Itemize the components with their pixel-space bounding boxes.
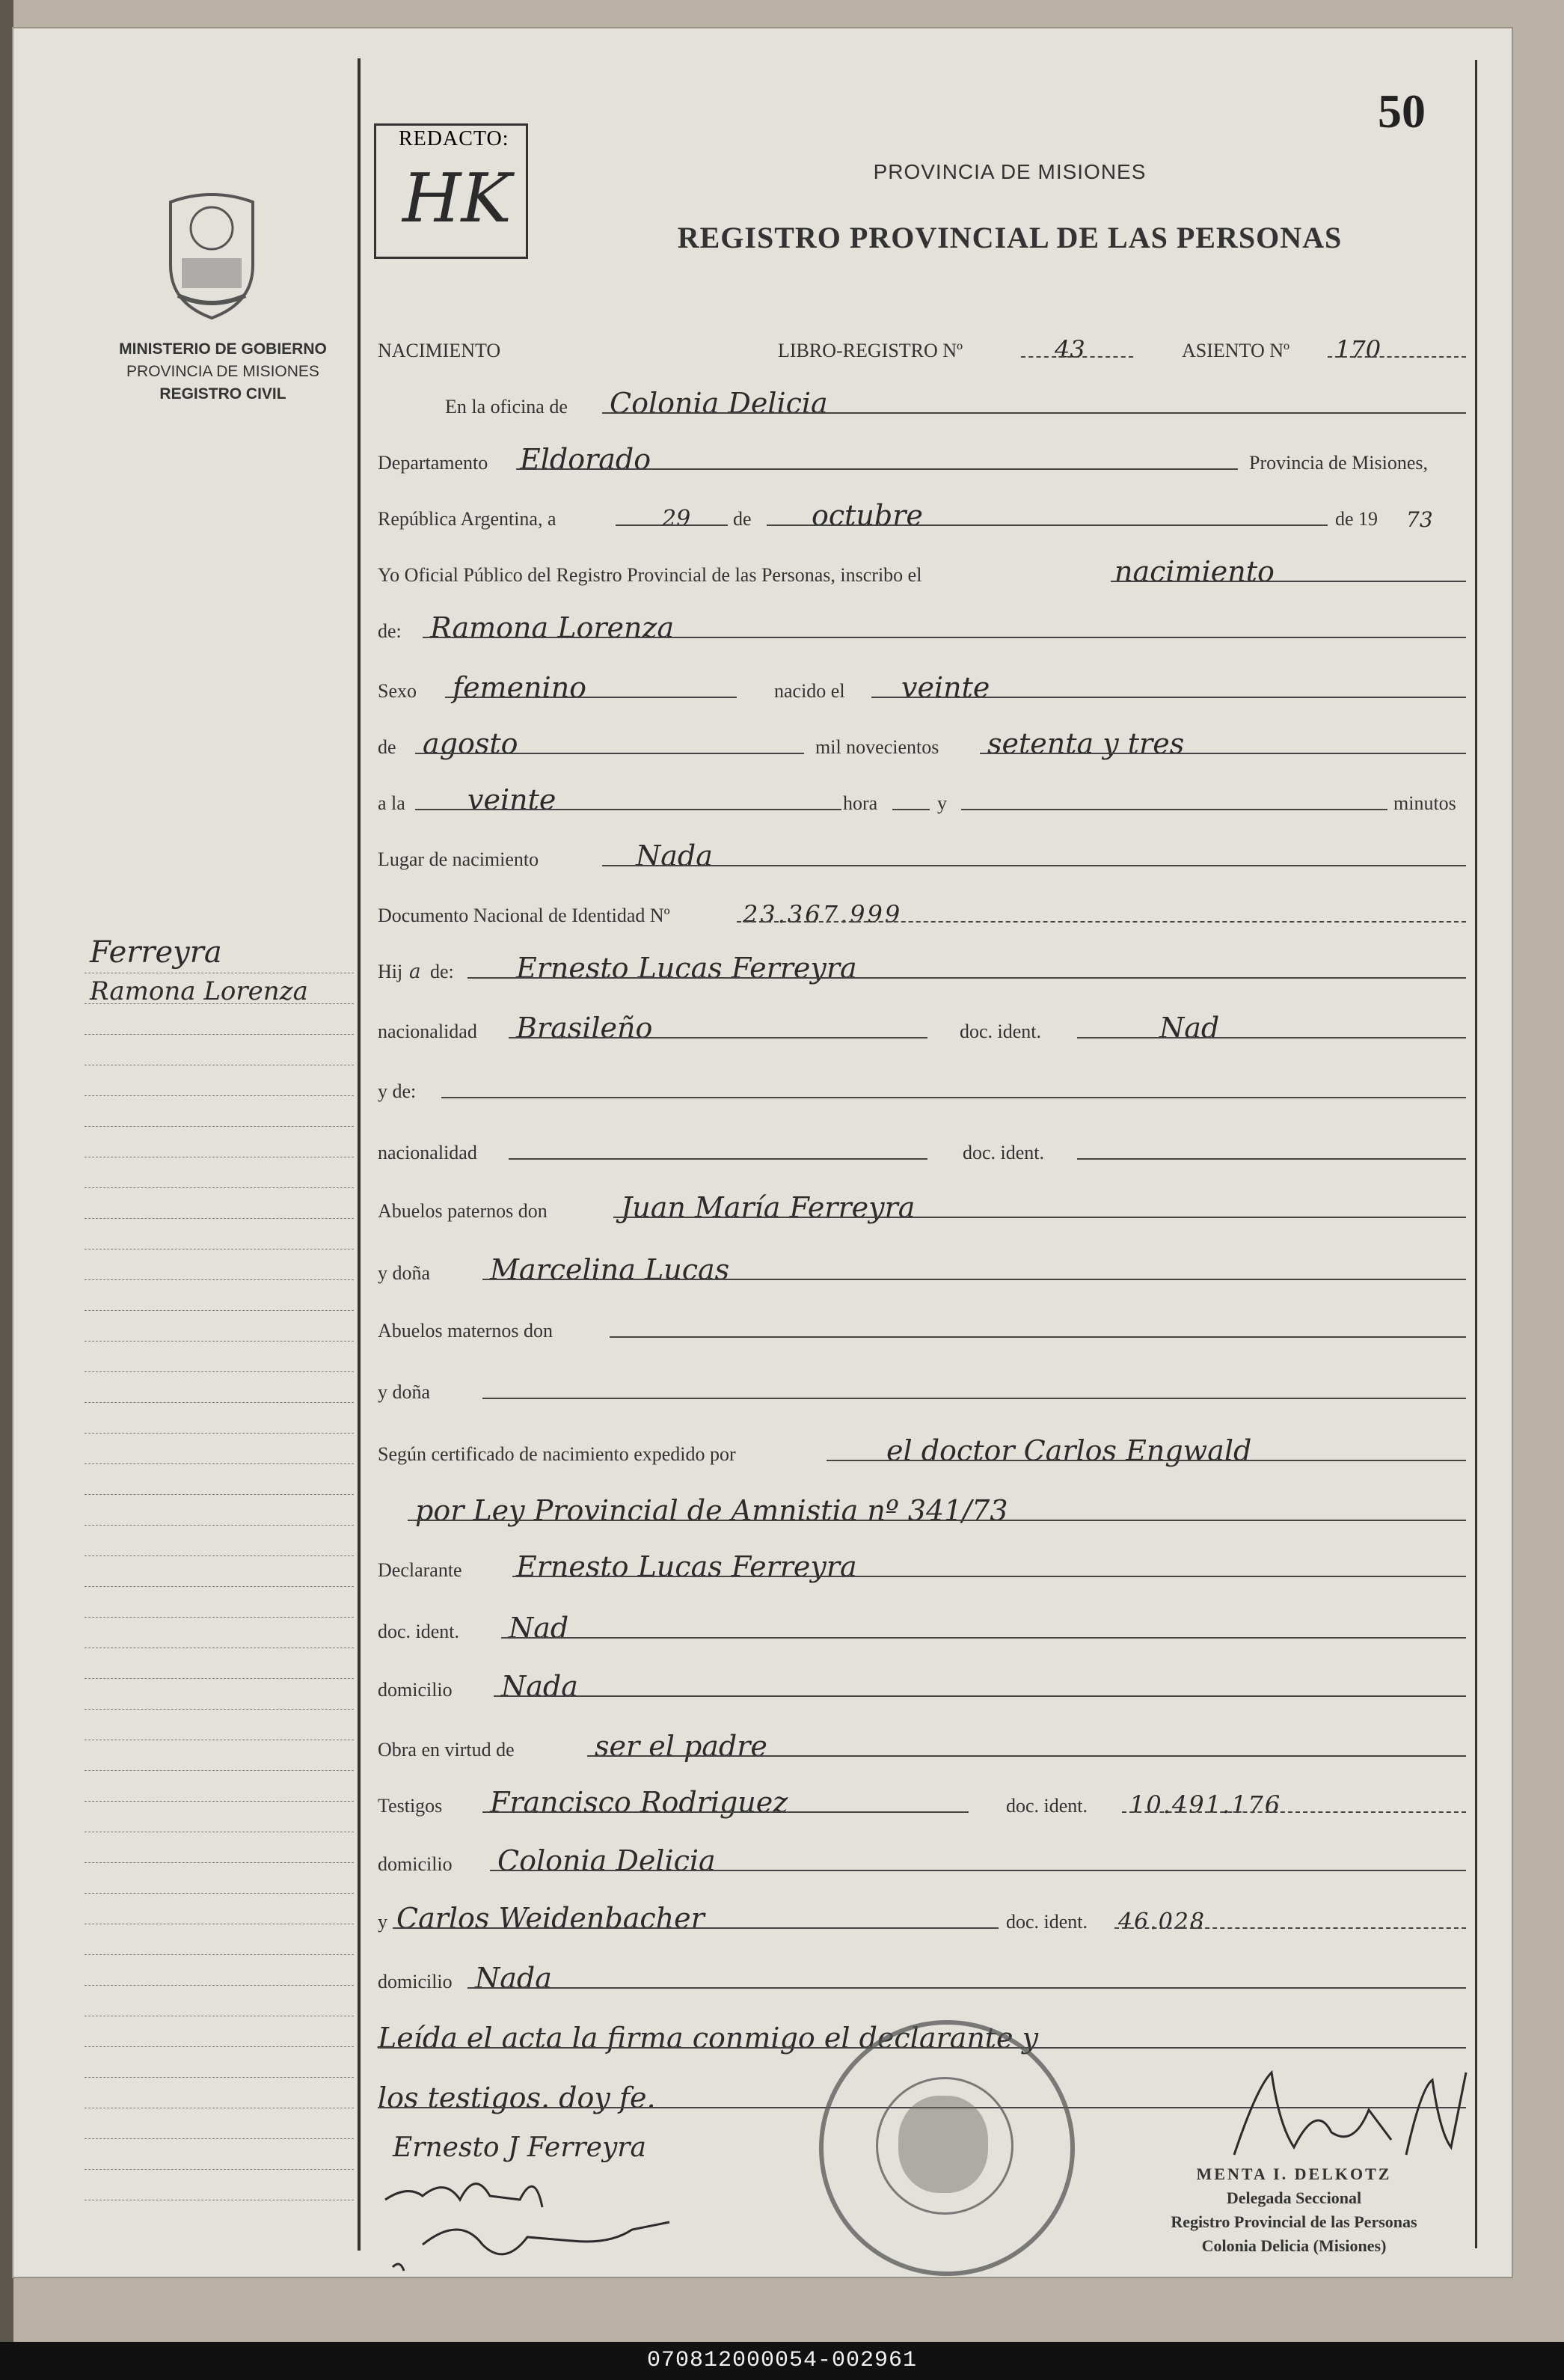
ministry-header xyxy=(88,338,358,406)
abuela-p-line xyxy=(482,1279,1466,1280)
margin-rule xyxy=(358,58,361,2251)
minutos-label: minutos xyxy=(1393,792,1456,814)
testigo2-doc-line xyxy=(1114,1927,1466,1929)
asiento-label: ASIENTO Nº xyxy=(1182,340,1290,361)
official-location: Colonia Delicia (Misiones) xyxy=(1201,2236,1387,2255)
testigo1-value: Francisco Rodriguez xyxy=(490,1786,788,1819)
dni-value: 23.367.999 xyxy=(743,900,903,929)
domicilio-label-3: domicilio xyxy=(378,1971,453,1992)
margin-line xyxy=(85,2169,354,2170)
margin-line xyxy=(85,1954,354,1955)
minutos-line xyxy=(961,809,1387,810)
testigo2-dom-line xyxy=(467,1987,1466,1989)
nacido-anio-value: setenta y tres xyxy=(987,727,1185,760)
official-office: Registro Provincial de las Personas xyxy=(1171,2212,1417,2231)
departamento-line xyxy=(516,468,1238,470)
padre-doc-value: Nad xyxy=(1159,1012,1220,1044)
testigo2-dom-value: Nada xyxy=(475,1962,552,1995)
nacimiento-label: NACIMIENTO xyxy=(378,340,501,361)
ministry-line: MINISTERIO DE GOBIERNO xyxy=(119,340,327,358)
row-oficina xyxy=(378,385,1466,423)
official-name: MENTA I. DELKOTZ xyxy=(1196,2165,1392,2183)
margin-line xyxy=(85,1893,354,1894)
anio-value: 73 xyxy=(1406,507,1433,532)
margin-line xyxy=(85,1341,354,1342)
row-sexo xyxy=(378,670,1466,707)
madre-nac-line xyxy=(509,1158,927,1160)
declarante-label: Declarante xyxy=(378,1559,462,1581)
margin-line xyxy=(85,1433,354,1434)
margin-line xyxy=(85,1095,354,1096)
margin-line xyxy=(85,1463,354,1464)
margin-line xyxy=(85,1126,354,1127)
dia-value: 29 xyxy=(662,506,691,532)
sexo-line xyxy=(445,697,737,698)
margin-line xyxy=(85,1034,354,1035)
y-label: y xyxy=(937,792,947,814)
oficina-value: Colonia Delicia xyxy=(610,387,828,420)
certificado-label: Según certificado de nacimiento expedido por xyxy=(378,1443,736,1465)
de-nombre-label: de: xyxy=(378,620,402,642)
row-abuelos-p xyxy=(378,1190,1466,1227)
margin-line xyxy=(85,1218,354,1219)
row-certificado xyxy=(378,1433,1466,1470)
margin-line xyxy=(85,1279,354,1280)
archive-id: 070812000054-002961 xyxy=(646,2348,918,2373)
margin-line xyxy=(85,1525,354,1526)
libro-line xyxy=(1021,356,1133,358)
hora-value: veinte xyxy=(467,783,556,816)
testigo2-line xyxy=(393,1927,999,1929)
nombre-value: Ramona Lorenza xyxy=(430,611,675,644)
declarante-line xyxy=(512,1576,1466,1577)
declarante-doc-value: Nad xyxy=(509,1612,569,1645)
de-mes-label: de xyxy=(378,736,396,758)
doc-ident-label-2: doc. ident. xyxy=(963,1142,1045,1163)
row-testigo2 xyxy=(378,1900,1466,1938)
margin-line xyxy=(85,1003,354,1004)
cierre-text-2: los testigos. doy fe. xyxy=(378,2081,656,2114)
de-label: de xyxy=(733,508,752,530)
declarante-value: Ernesto Lucas Ferreyra xyxy=(516,1550,857,1583)
row-certificado-2 xyxy=(378,1493,1466,1530)
row-abuela-p xyxy=(378,1252,1466,1289)
margin-line xyxy=(85,2138,354,2139)
certificado-value: el doctor Carlos Engwald xyxy=(886,1434,1252,1467)
row-testigo1-dom xyxy=(378,1843,1466,1880)
a-la-label: a la xyxy=(378,792,405,814)
sexo-value: femenino xyxy=(453,671,587,704)
domicilio-label-2: domicilio xyxy=(378,1853,453,1875)
domicilio-label: domicilio xyxy=(378,1679,453,1701)
abuelo-m-line xyxy=(610,1336,1466,1338)
province-title: PROVINCIA DE MISIONES xyxy=(873,160,1147,183)
certificado-value-2: por Ley Provincial de Amnistia nº 341/73 xyxy=(415,1494,1008,1527)
padre-line xyxy=(467,977,1466,979)
margin-line xyxy=(85,1770,354,1771)
lugar-line xyxy=(602,865,1466,866)
margin-line xyxy=(85,1617,354,1618)
y-dona-label: y doña xyxy=(378,1262,431,1284)
row-lugar xyxy=(378,838,1466,875)
row-abuela-m xyxy=(378,1371,1466,1408)
nacionalidad-label-2: nacionalidad xyxy=(378,1142,477,1163)
provincia-label: Provincia de Misiones, xyxy=(1249,452,1429,474)
abuelos-p-label: Abuelos paternos don xyxy=(378,1200,548,1222)
madre-doc-line xyxy=(1077,1158,1466,1160)
abuela-p-value: Marcelina Lucas xyxy=(490,1253,730,1286)
redacto-label: REDACTO: xyxy=(399,127,509,150)
oficina-label: En la oficina de xyxy=(445,396,568,417)
nacido-dia-line xyxy=(871,697,1466,698)
archive-id-bar xyxy=(0,2342,1564,2380)
libro-label: LIBRO-REGISTRO Nº xyxy=(778,340,963,361)
row-padre-nac xyxy=(378,1010,1466,1047)
row-republica xyxy=(378,498,1466,535)
certificado-line xyxy=(827,1460,1466,1461)
row-dni xyxy=(378,894,1466,931)
declarante-doc-line xyxy=(501,1637,1466,1639)
mes-value: octubre xyxy=(812,499,923,532)
hijo-suffix: a xyxy=(409,961,421,983)
row-obra xyxy=(378,1728,1466,1766)
declarante-dom-value: Nada xyxy=(501,1670,578,1703)
margin-line xyxy=(85,2046,354,2047)
hora-line-2 xyxy=(892,809,930,810)
margin-line xyxy=(85,2077,354,2078)
margin-line xyxy=(85,1678,354,1679)
row-madre-nac xyxy=(378,1131,1466,1169)
row-declarante-doc xyxy=(378,1610,1466,1648)
departamento-label: Departamento xyxy=(378,452,488,474)
margin-line xyxy=(85,1310,354,1311)
sexo-label: Sexo xyxy=(378,680,417,702)
departamento-value: Eldorado xyxy=(520,443,651,476)
official-signature xyxy=(1227,2058,1473,2170)
mil-label: mil novecientos xyxy=(815,736,939,758)
margin-line xyxy=(85,1402,354,1403)
margin-line xyxy=(85,1371,354,1372)
padre-doc-line xyxy=(1077,1037,1466,1038)
nacido-mes-line xyxy=(415,753,804,754)
dni-label: Documento Nacional de Identidad Nº xyxy=(378,905,670,926)
oficial-label: Yo Oficial Público del Registro Provincial de las Personas, inscribo el xyxy=(378,564,922,586)
abuelo-p-line xyxy=(613,1217,1466,1218)
margin-line xyxy=(85,1709,354,1710)
testigo2-doc-value: 46.028 xyxy=(1118,1909,1206,1935)
asiento-value: 170 xyxy=(1335,335,1381,364)
lugar-label: Lugar de nacimiento xyxy=(378,848,539,870)
hijo-label: Hij xyxy=(378,961,403,982)
nacido-label: nacido el xyxy=(774,680,845,702)
official-seal-stamp xyxy=(819,2020,1075,2276)
province-line: PROVINCIA DE MISIONES xyxy=(126,363,319,380)
firma-declarante: Ernesto J Ferreyra xyxy=(393,2132,646,2163)
y-dona-label-2: y doña xyxy=(378,1381,431,1403)
row-declarante-dom xyxy=(378,1668,1466,1706)
testigo1-dom-value: Colonia Delicia xyxy=(497,1844,716,1877)
asiento-line xyxy=(1328,356,1466,358)
coat-of-arms-icon xyxy=(156,191,268,322)
page-number: 50 xyxy=(1378,85,1426,138)
row-abuelos-m xyxy=(378,1309,1466,1347)
margin-line xyxy=(85,1555,354,1556)
mes-line xyxy=(767,524,1328,526)
padre-value: Ernesto Lucas Ferreyra xyxy=(516,952,857,985)
fingerprint xyxy=(898,2096,988,2193)
cierre-text-1: Leída el acta la firma conmigo el declarante y xyxy=(378,2022,1039,2055)
witness-signatures xyxy=(378,2155,692,2275)
margin-line xyxy=(85,1985,354,1986)
testigo1-doc-value: 10.491.176 xyxy=(1129,1790,1282,1819)
nacido-dia-value: veinte xyxy=(901,671,990,704)
libro-value: 43 xyxy=(1055,335,1085,364)
obra-line xyxy=(587,1755,1466,1757)
dia-line xyxy=(616,524,728,526)
margin-line xyxy=(85,1801,354,1802)
inscribo-value: nacimiento xyxy=(1114,555,1275,588)
row-nombre xyxy=(378,610,1466,647)
margin-line xyxy=(85,1494,354,1495)
padre-nac-line xyxy=(509,1037,927,1038)
y-de-label: y de: xyxy=(378,1080,417,1102)
dni-line xyxy=(737,921,1466,923)
official-stamp-text xyxy=(1107,2162,1481,2258)
doc-ident-label-3: doc. ident. xyxy=(378,1621,460,1642)
row-nacido-mes xyxy=(378,726,1466,763)
nacionalidad-label: nacionalidad xyxy=(378,1021,477,1042)
hora-label: hora xyxy=(843,792,878,814)
testigo1-dom-line xyxy=(490,1870,1466,1871)
republica-label: República Argentina, a xyxy=(378,508,556,530)
abuela-m-line xyxy=(482,1398,1466,1399)
testigo2-value: Carlos Weidenbacher xyxy=(396,1902,705,1935)
margin-line xyxy=(85,1862,354,1863)
lugar-value: Nada xyxy=(636,839,713,872)
testigo1-line xyxy=(482,1811,969,1813)
doc-ident-label: doc. ident. xyxy=(960,1021,1042,1042)
row-departamento xyxy=(378,441,1466,479)
registry-line: REGISTRO CIVIL xyxy=(159,385,286,403)
doc-ident-label-5: doc. ident. xyxy=(1006,1911,1088,1933)
certificado-line-2 xyxy=(408,1520,1466,1521)
row-hora xyxy=(378,782,1466,819)
obra-label: Obra en virtud de xyxy=(378,1739,515,1760)
nacido-mes-value: agosto xyxy=(423,727,518,760)
de-anio-label: de 19 xyxy=(1335,508,1379,530)
declarante-dom-line xyxy=(494,1695,1466,1697)
official-title: Delegada Seccional xyxy=(1226,2188,1362,2207)
inscribo-line xyxy=(1111,581,1466,582)
y-testigo-label: y xyxy=(378,1911,387,1933)
doc-ident-label-4: doc. ident. xyxy=(1006,1795,1088,1817)
nombre-line xyxy=(423,637,1466,638)
row-declarante xyxy=(378,1549,1466,1586)
hijo-de-label: de: xyxy=(430,961,454,982)
right-rule xyxy=(1475,60,1477,2248)
obra-value: ser el padre xyxy=(595,1730,767,1763)
registry-title: REGISTRO PROVINCIAL DE LAS PERSONAS xyxy=(677,221,1343,254)
row-hijo xyxy=(378,950,1466,988)
row-oficial xyxy=(378,554,1466,591)
margin-given-name: Ramona Lorenza xyxy=(90,976,308,1006)
margin-line xyxy=(85,1586,354,1587)
testigo1-doc-line xyxy=(1122,1811,1466,1813)
hora-line xyxy=(415,809,841,810)
binding-edge xyxy=(0,0,13,2380)
redacto-initials: HK xyxy=(402,159,512,238)
row-nacimiento xyxy=(378,329,1466,367)
row-madre xyxy=(378,1070,1466,1107)
row-testigo1 xyxy=(378,1784,1466,1822)
padre-nac-value: Brasileño xyxy=(516,1012,653,1044)
nacido-anio-line xyxy=(980,753,1466,754)
oficina-line xyxy=(602,412,1466,414)
abuelos-m-label: Abuelos maternos don xyxy=(378,1320,553,1342)
redacto-box xyxy=(374,123,528,259)
margin-surname: Ferreyra xyxy=(90,935,222,970)
row-testigo2-dom xyxy=(378,1960,1466,1998)
abuelo-p-value: Juan María Ferreyra xyxy=(621,1191,916,1224)
madre-line xyxy=(441,1097,1466,1098)
margin-line xyxy=(85,1187,354,1188)
testigos-label: Testigos xyxy=(378,1795,443,1817)
